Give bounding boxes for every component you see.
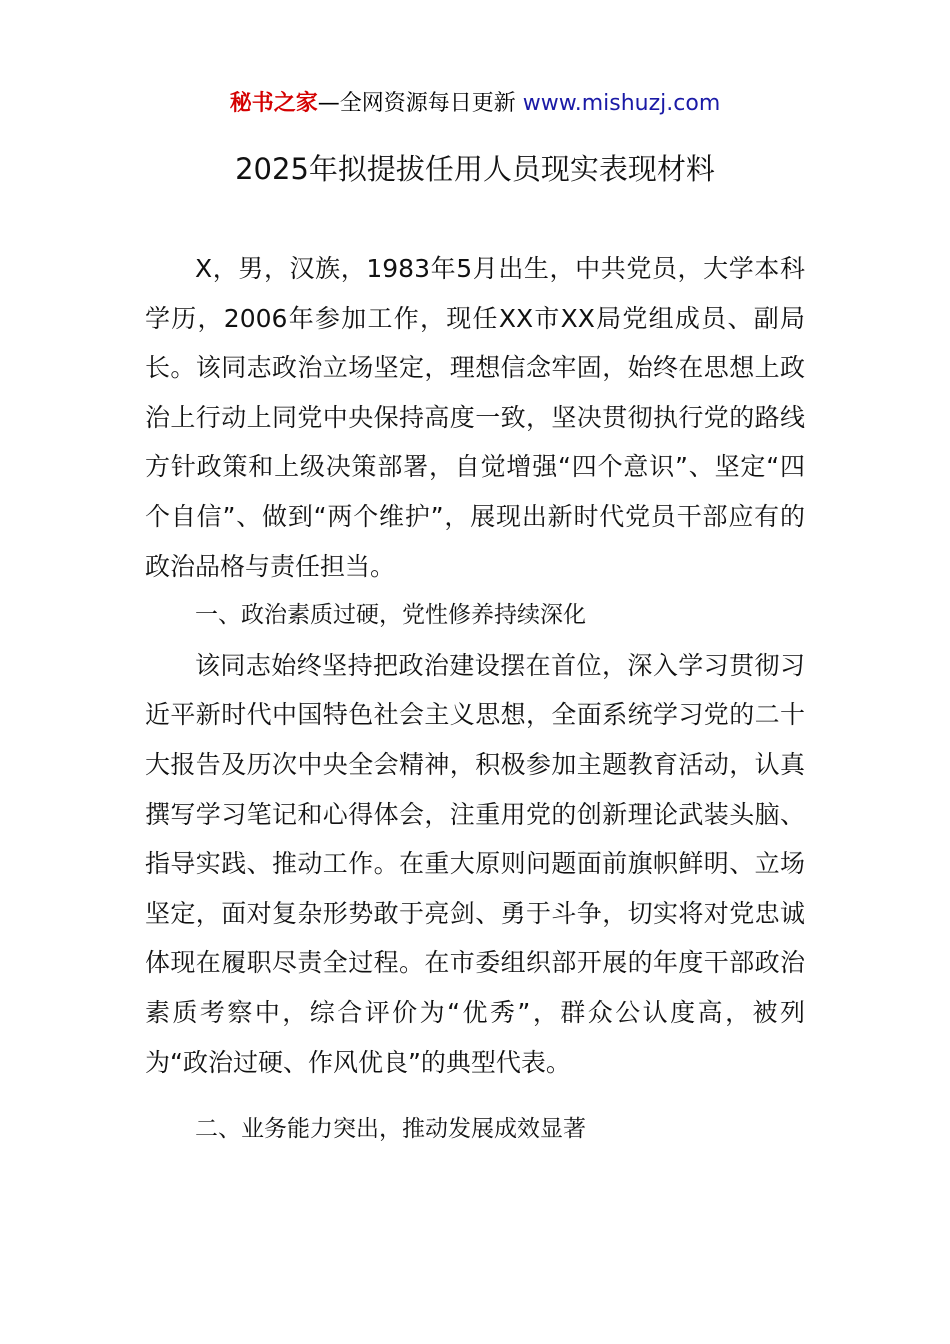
intro-paragraph: X，男，汉族，1983年5月出生，中共党员，大学本科学历，2006年参加工作，现任XX市XX局党组成员、副局长。该同志政治立场坚定，理想信念牢固，始终在思想上政治上行动上同党中央保持高度一致，坚决贯彻执行党的路线方针政策和上级决策部署，自觉增强“四个意识”、坚定“四个自信”、做到“两个维护”，展现出新时代党员干部应有的政治品格与责任担当。 (145, 254, 805, 581)
document-title: 2025年拟提拔任用人员现实表现材料 (235, 152, 715, 186)
header-banner (0, 88, 950, 120)
site-url-link[interactable]: www.mishuzj.com (522, 91, 721, 116)
section-paragraph-1: 该同志始终坚持把政治建设摆在首位，深入学习贯彻习近平新时代中国特色社会主义思想，全面系统学习党的二十大报告及历次中央全会精神，积极参加主题教育活动，认真撰写学习笔记和心得体会，注重用党的创新理论武装头脑、指导实践、推动工作。在重大原则问题面前旗帜鲜明、立场坚定，面对复杂形势敢于亮剑、勇于斗争，切实将对党忠诚体现在履职尽责全过程。在市委组织部开展的年度干部政治素质考察中，综合评价为“优秀”，群众公认度高，被列为“政治过硬、作风优良”的典型代表。 (145, 650, 805, 1077)
section-heading-1: 一、政治素质过硬，党性修养持续深化 (195, 602, 586, 629)
header-tagline: —全网资源每日更新 (317, 91, 523, 116)
section-heading-2: 二、业务能力突出，推动发展成效显著 (195, 1116, 586, 1143)
brand-name: 秘书之家 (229, 91, 318, 116)
document-body (145, 244, 805, 1155)
